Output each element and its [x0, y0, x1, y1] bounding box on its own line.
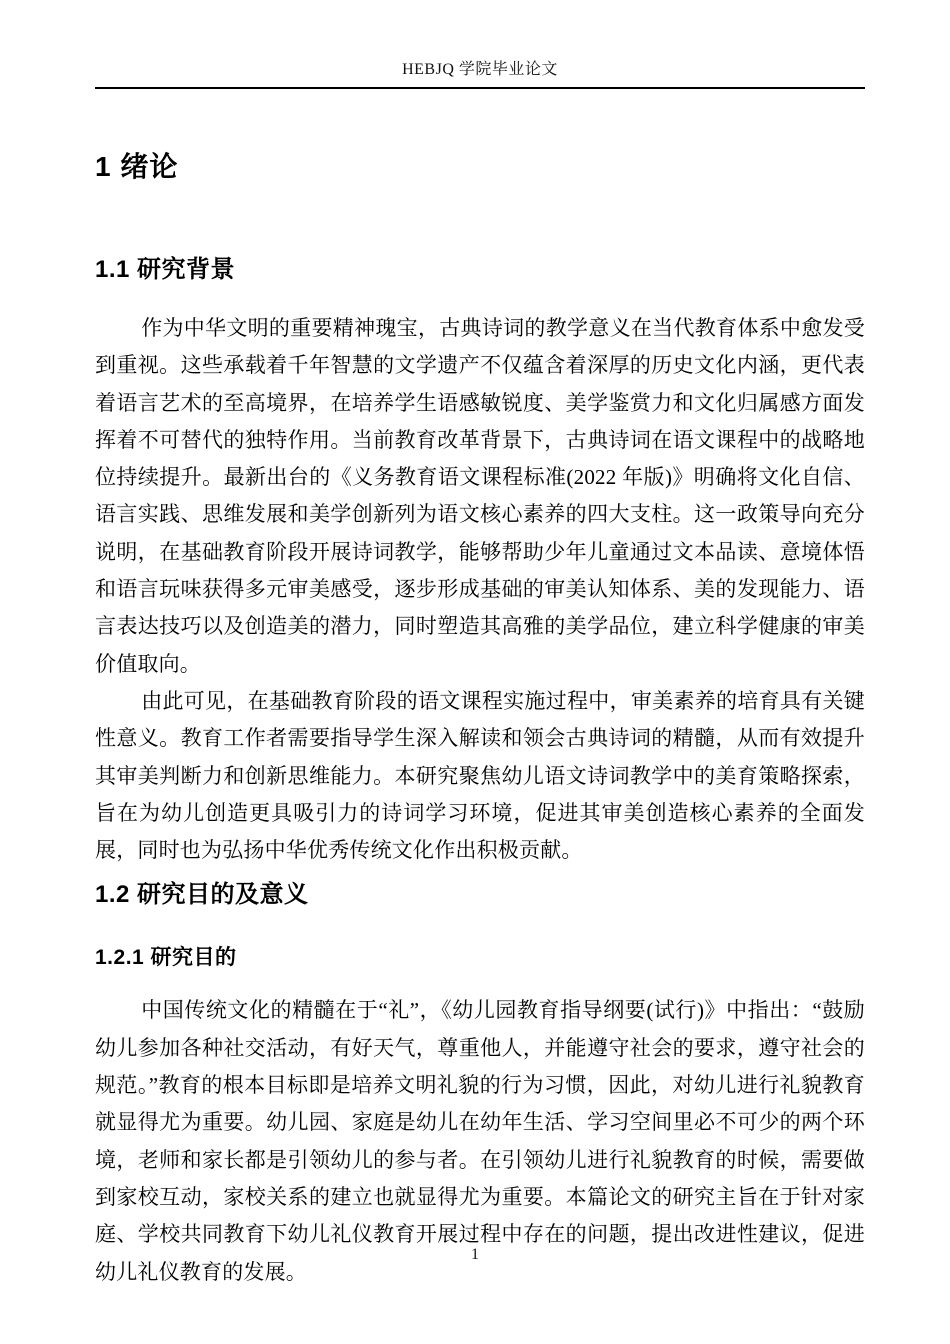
page-footer [0, 1245, 950, 1265]
paragraph-research-background-1: 作为中华文明的重要精神瑰宝，古典诗词的教学意义在当代教育体系中愈发受到重视。这些承载着千年智慧的文学遗产不仅蕴含着深厚的历史文化内涵，更代表着语言艺术的至高境界，在培养学生语感敏锐度、美学鉴赏力和文化归属感方面发挥着不可替代的独特作用。当前教育改革背景下，古典诗词在语文课程中的战略地位持续提升。最新出台的《义务教育语文课程标准(2022 年版)》明确将文化自信、语言实践、思维发展和美学创新列为语文核心素养的四大支柱。这一政策导向充分说明，在基础教育阶段开展诗词教学，能够帮助少年儿童通过文本品读、意境体悟和语言玩味获得多元审美感受，逐步形成基础的审美认知体系、美的发现能力、语言表达技巧以及创造美的潜力，同时塑造其高雅的美学品位，建立科学健康的审美价值取向。 [95, 316, 865, 676]
subsection-heading-research-purpose: 1.2.1 研究目的 [95, 946, 237, 970]
section-heading-research-background: 1.1 研究背景 [95, 256, 236, 283]
header-title: HEBJQ 学院毕业论文 [402, 61, 558, 78]
page-header [95, 0, 865, 89]
section-heading-purpose-and-significance: 1.2 研究目的及意义 [95, 881, 309, 909]
paragraph-research-background-2: 由此可见，在基础教育阶段的语文课程实施过程中，审美素养的培育具有关键性意义。教育工作者需要指导学生深入解读和领会古典诗词的精髓，从而有效提升其审美判断力和创新思维能力。本研究聚焦幼儿语文诗词教学中的美育策略探索，旨在为幼儿创造更具吸引力的诗词学习环境，促进其审美创造核心素养的全面发展，同时也为弘扬中华优秀传统文化作出积极贡献。 [95, 688, 865, 863]
chapter-title: 1 绪论 [95, 151, 179, 182]
page-number: 1 [471, 1246, 479, 1263]
paragraph-research-purpose-1: 中国传统文化的精髓在于“礼”，《幼儿园教育指导纲要(试行)》中指出：“鼓励幼儿参加各种社交活动，有好天气，尊重他人，并能遵守社会的要求，遵守社会的规范。”教育的根本目标即是培养文明礼貌的行为习惯，因此，对幼儿进行礼貌教育就显得尤为重要。幼儿园、家庭是幼儿在幼年生活、学习空间里必不可少的两个环境，老师和家长都是引领幼儿的参与者。在引领幼儿进行礼貌教育的时候，需要做到家校互动，家校关系的建立也就显得尤为重要。本篇论文的研究主旨在于针对家庭、学校共同教育下幼儿礼仪教育开展过程中存在的问题，提出改进性建议，促进幼儿礼仪教育的发展。 [95, 998, 865, 1284]
